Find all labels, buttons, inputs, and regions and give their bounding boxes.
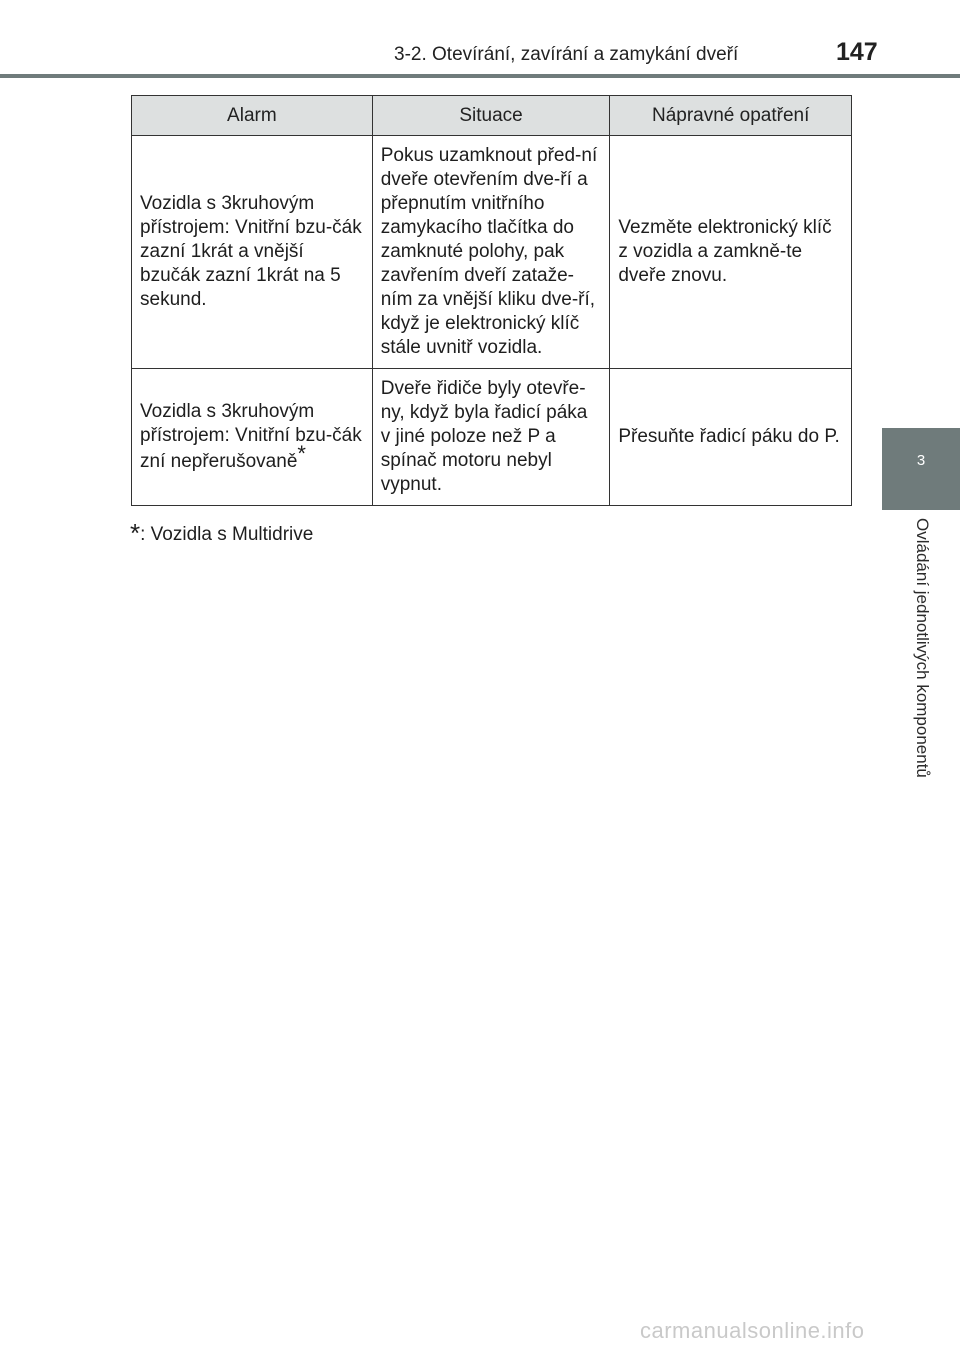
footnote-mark: * <box>297 441 306 466</box>
chapter-label: Ovládání jednotlivých komponentů <box>913 518 932 778</box>
situation-cell: Dveře řidiče byly otevře-ny, když byla řadicí páka v jiné poloze než P a spínač motoru nebyl vypnut. <box>372 369 610 506</box>
chapter-number: 3 <box>916 452 926 469</box>
action-cell: Přesuňte řadicí páku do P. <box>610 369 852 506</box>
page-number: 147 <box>836 38 878 66</box>
section-title: 3-2. Otevírání, zavírání a zamykání dveří <box>394 44 739 65</box>
alarm-table <box>131 95 852 506</box>
footnote-asterisk: * <box>130 518 141 548</box>
table-row <box>132 136 852 369</box>
alarm-text: Vozidla s 3kruhovým přístrojem: Vnitřní bzu-čák zní nepřerušovaně <box>140 401 362 472</box>
chapter-tab <box>882 428 960 510</box>
table-row <box>132 369 852 506</box>
alarm-cell <box>132 369 373 506</box>
footnote-text: : Vozidla s Multidrive <box>140 524 314 545</box>
table-header-row <box>132 96 852 136</box>
header-divider <box>0 74 960 78</box>
action-cell: Vezměte elektronický klíč z vozidla a zamkně-te dveře znovu. <box>610 136 852 369</box>
header-alarm: Alarm <box>132 96 373 136</box>
header-action: Nápravné opatření <box>610 96 852 136</box>
footnote <box>130 516 313 547</box>
header-situation: Situace <box>372 96 610 136</box>
chapter-sidebar <box>882 510 960 1334</box>
alarm-text: Vozidla s 3kruhovým přístrojem: Vnitřní bzu-čák zazní 1krát a vnější bzučák zazní 1krát na 5 sekund. <box>140 193 362 310</box>
watermark: carmanualsonline.info <box>640 1318 865 1343</box>
situation-cell: Pokus uzamknout před-ní dveře otevřením dve-ří a přepnutím vnitřního zamykacího tlačítka do zamknuté polohy, pak zavřením dveří zataže-ním za vnější kliku dve-ří, když je elektronický klíč stále uvnitř vozidla. <box>372 136 610 369</box>
alarm-cell <box>132 136 373 369</box>
